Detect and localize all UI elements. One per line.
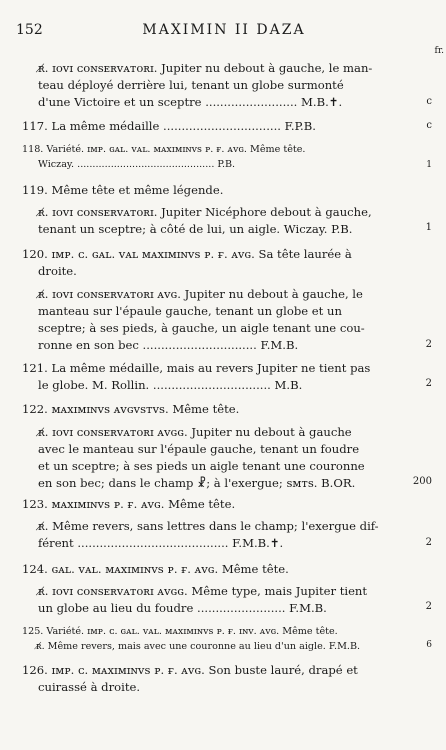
entry-line: 118. Variété. ɪᴍᴘ. ɢᴀʟ. ᴠᴀʟ. ᴍᴀxɪᴍɪɴᴠs ᴘ. ғ. ᴀᴠɢ. Même tête. [22, 144, 306, 155]
entry-line: 122. ᴍᴀxɪᴍɪɴᴠs ᴀᴠɢᴠsᴛᴠs. Même tête. [22, 402, 240, 416]
entry-120 [22, 246, 404, 280]
entry-line: tenant un sceptre; à côté de lui, un aigle. Wiczay. P.B. [38, 222, 353, 236]
entry-124 [22, 561, 404, 578]
entry-line: droite. [38, 264, 77, 278]
price-value: 2 [425, 339, 432, 350]
price-value: 2 [425, 601, 432, 612]
entry-line: sceptre; à ses pieds, à gauche, un aigle tenant une cou- [38, 321, 365, 335]
entry-line: 126. ɪᴍᴘ. ᴄ. ᴍᴀxɪᴍɪɴᴠs ᴘ. ғ. ᴀᴠɢ. Son buste lauré, drapé et [22, 663, 358, 677]
entry-reverse [38, 204, 404, 238]
price-value: 200 [412, 476, 432, 487]
price-value: c [426, 120, 432, 131]
entry-line: le globe. M. Rollin. ................................ M.B. [38, 378, 303, 392]
entry-line: férent ......................................... F.M.B.✝. [38, 536, 284, 550]
entry-line: teau déployé derrière lui, tenant un globe surmonté [38, 78, 344, 92]
entry-reverse [38, 424, 404, 492]
entry-117 [22, 118, 404, 135]
price-value: 2 [425, 537, 432, 548]
price-column-header: fr. [434, 46, 444, 56]
entry-123 [22, 496, 404, 513]
entry-line: ʀ̸. ɪᴏᴠɪ ᴄᴏɴsᴇʀᴠᴀᴛᴏʀɪ ᴀᴠɢɢ. Jupiter nu debout à gauche [38, 425, 352, 439]
entry-line: en son bec; dans le champ ☧; à l'exergue; sᴍᴛs. B.OR. [38, 476, 356, 490]
entry-line: 124. ɢᴀʟ. ᴠᴀʟ. ᴍᴀxɪᴍɪɴᴠs ᴘ. ғ. ᴀᴠɢ. Même tête. [22, 562, 289, 576]
entry-line: 120. ɪᴍᴘ. ᴄ. ɢᴀʟ. ᴠᴀʟ ᴍᴀxɪᴍɪɴᴠs ᴘ. ғ. ᴀᴠɢ. Sa tête laurée à [22, 247, 352, 261]
entry-line: cuirassé à droite. [38, 680, 141, 694]
entry-line: 119. Même tête et même légende. [22, 183, 224, 197]
entry-reverse [38, 286, 404, 354]
price-value: 1 [425, 222, 432, 233]
entry-line: 121. La même médaille, mais au revers Jupiter ne tient pas [22, 361, 371, 375]
entry-line: 123. ᴍᴀxɪᴍɪɴᴠs ᴘ. ғ. ᴀᴠɢ. Même tête. [22, 497, 236, 511]
price-value: c [426, 96, 432, 107]
entry-125 [22, 624, 404, 654]
price-value: 6 [426, 640, 432, 650]
entry-line: Wiczay. ............................................. P.B. [38, 159, 236, 170]
price-value: 2 [425, 378, 432, 389]
entry-line: ʀ̸. ɪᴏᴠɪ ᴄᴏɴsᴇʀᴠᴀᴛᴏʀɪ. Jupiter nu debout à gauche, le man- [38, 61, 373, 75]
price-value: 1 [426, 160, 432, 170]
entry-line: 117. La même médaille ................................ F.P.B. [22, 119, 316, 133]
entry-126 [22, 662, 404, 696]
entry-line: d'une Victoire et un sceptre ......................... M.B.✝. [38, 95, 343, 109]
entry-119 [22, 182, 404, 199]
entry-118 [22, 142, 404, 172]
entry-line: ronne en son bec ............................... F.M.B. [38, 338, 299, 352]
entry-reverse [38, 583, 404, 617]
entry-line: manteau sur l'épaule gauche, tenant un globe et un [38, 304, 342, 318]
page-title: MAXIMIN II DAZA [142, 22, 306, 38]
entry-line: ʀ̸. ɪᴏᴠɪ ᴄᴏɴsᴇʀᴠᴀᴛᴏʀɪ. Jupiter Nicéphore debout à gauche, [38, 205, 372, 219]
entry-reverse [38, 60, 404, 111]
entry-line: et un sceptre; à ses pieds un aigle tenant une couronne [38, 459, 365, 473]
entry-line: ʀ̸. Même revers, sans lettres dans le champ; l'exergue dif- [38, 519, 379, 533]
entry-reverse [38, 518, 404, 552]
entry-line: ʀ̸. ɪᴏᴠɪ ᴄᴏɴsᴇʀᴠᴀᴛᴏʀɪ ᴀᴠɢ. Jupiter nu debout à gauche, le [38, 287, 363, 301]
entry-122 [22, 401, 404, 418]
entry-line: avec le manteau sur l'épaule gauche, tenant un foudre [38, 442, 360, 456]
entry-line: 125. Variété. ɪᴍᴘ. ᴄ. ɢᴀʟ. ᴠᴀʟ. ᴍᴀxɪᴍɪɴᴠs ᴘ. ғ. ɪɴᴠ. ᴀᴠɢ. Même tête. [22, 626, 338, 637]
entry-line: un globe au lieu du foudre ........................ F.M.B. [38, 601, 327, 615]
entry-line: ʀ̸. Même revers, mais avec une couronne au lieu d'un aigle. F.M.B. [36, 641, 361, 652]
entry-line: ʀ̸. ɪᴏᴠɪ ᴄᴏɴsᴇʀᴠᴀᴛᴏʀɪ ᴀᴠɢɢ. Même type, mais Jupiter tient [38, 584, 368, 598]
entry-121 [22, 360, 404, 394]
page-header [16, 22, 432, 44]
page-number: 152 [16, 22, 43, 38]
